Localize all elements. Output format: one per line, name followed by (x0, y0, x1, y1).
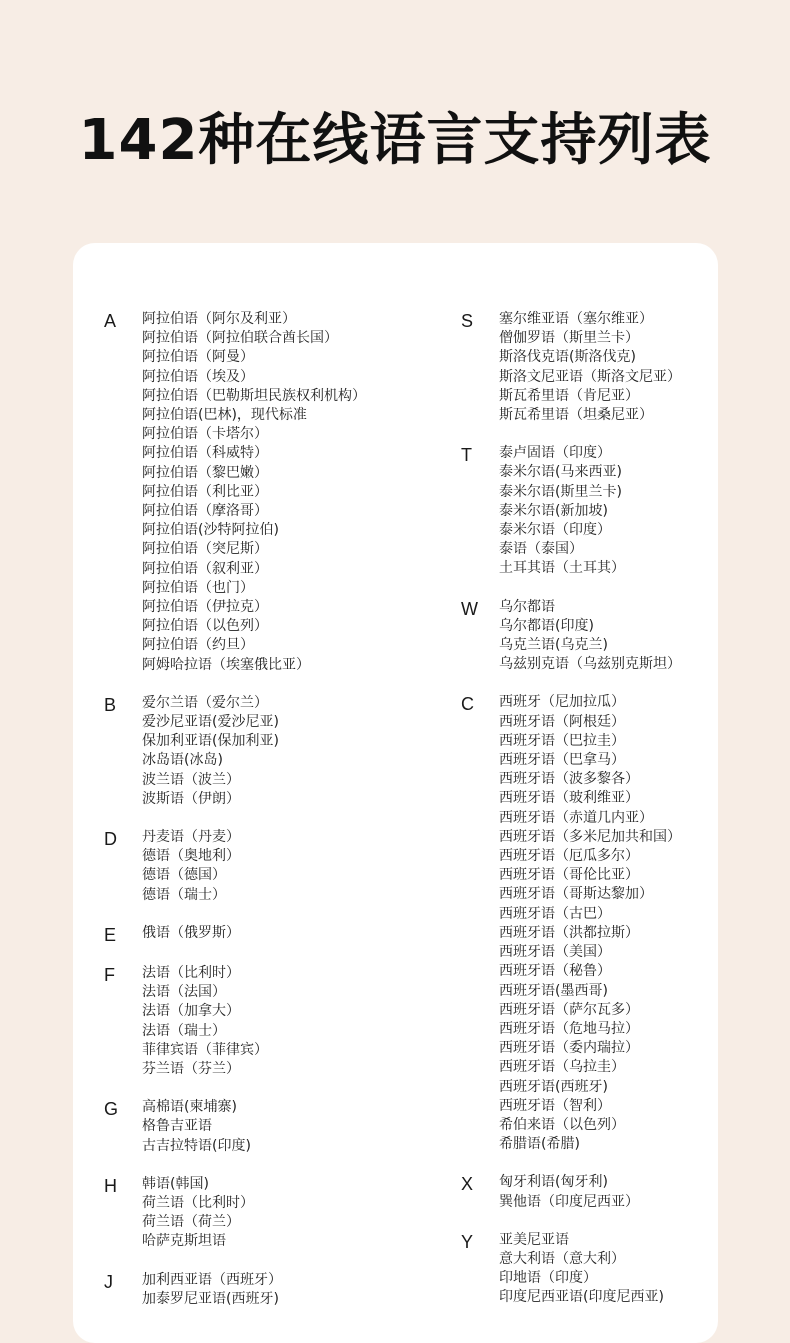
language-item: 西班牙语（哥斯达黎加） (499, 886, 653, 903)
language-item: 荷兰语（荷兰） (142, 1214, 240, 1231)
language-item: 乌尔都语(印度) (499, 617, 594, 634)
language-item: 意大利语（意大利） (499, 1250, 625, 1267)
language-item: 哈萨克斯坦语 (142, 1233, 226, 1250)
language-item: 德语（奥地利） (142, 848, 240, 865)
language-item: 僧伽罗语（斯里兰卡） (499, 330, 639, 347)
language-item: 阿拉伯语（埃及） (142, 368, 254, 385)
language-list (142, 1175, 254, 1252)
language-item: 法语（法国） (142, 984, 226, 1001)
language-item: 西班牙语（委内瑞拉） (499, 1040, 639, 1057)
letter-group-b (104, 694, 434, 809)
language-item: 菲律宾语（菲律宾） (142, 1041, 268, 1058)
language-item: 塞尔维亚语（塞尔维亚） (499, 311, 653, 327)
language-list (142, 1271, 282, 1309)
language-item: 阿拉伯语（也门） (142, 579, 254, 596)
language-item: 西班牙语（阿根廷） (499, 713, 625, 730)
language-item: 西班牙语（秘鲁） (499, 963, 611, 980)
language-item: 古吉拉特语(印度) (142, 1137, 251, 1154)
group-letter: T (461, 445, 472, 466)
letter-group-g (104, 1098, 434, 1156)
language-item: 丹麦语（丹麦） (142, 829, 240, 846)
group-letter: S (461, 311, 474, 331)
language-item: 西班牙语（洪都拉斯） (499, 924, 639, 941)
language-item: 波兰语（波兰） (142, 771, 240, 788)
language-item: 匈牙利语(匈牙利) (499, 1174, 608, 1191)
language-item: 高棉语(柬埔寨) (142, 1099, 237, 1116)
language-item: 印度尼西亚语(印度尼西亚) (499, 1289, 664, 1306)
group-letter: Y (461, 1231, 474, 1252)
language-list (142, 964, 268, 1079)
language-list (142, 924, 240, 945)
language-item: 西班牙语（古巴） (499, 905, 611, 922)
language-item: 泰米尔语(斯里兰卡) (499, 483, 622, 500)
language-item: 西班牙语（巴拉圭） (499, 732, 625, 749)
language-item: 阿拉伯语（伊拉克） (142, 599, 268, 616)
language-item: 斯瓦希里语（坦桑尼亚） (499, 407, 653, 424)
language-item: 格鲁吉亚语 (142, 1118, 212, 1135)
language-item: 阿拉伯语（黎巴嫩） (142, 464, 268, 481)
group-letter: G (104, 1099, 119, 1120)
group-letter: A (104, 311, 117, 331)
group-letter: J (104, 1271, 113, 1292)
language-list (499, 693, 681, 1154)
language-item: 西班牙语（乌拉圭） (499, 1059, 625, 1076)
group-letter: X (461, 1174, 474, 1195)
language-item: 亚美尼亚语 (499, 1231, 569, 1248)
language-item: 斯洛伐克语(斯洛伐克) (499, 349, 636, 366)
language-item: 斯洛文尼亚语（斯洛文尼亚） (499, 368, 681, 385)
group-letter: F (104, 964, 115, 985)
language-item: 西班牙语（巴拿马） (499, 752, 625, 769)
language-item: 韩语(韩国) (142, 1175, 209, 1192)
letter-group-e (104, 924, 434, 945)
language-item: 西班牙语（赤道几内亚） (499, 809, 653, 826)
left-column (104, 310, 434, 1328)
language-item: 土耳其语（土耳其） (499, 560, 625, 577)
language-item: 西班牙语(西班牙) (499, 1078, 608, 1095)
group-letter: D (104, 829, 117, 850)
language-item: 西班牙语（萨尔瓦多） (499, 1001, 639, 1018)
letter-group-y (461, 1231, 761, 1308)
language-item: 泰卢固语（印度） (499, 445, 611, 462)
language-item: 泰语（泰国） (499, 541, 583, 558)
language-item: 冰岛语(冰岛) (142, 752, 223, 769)
group-letter: W (461, 598, 478, 619)
language-item: 阿拉伯语（叙利亚） (142, 560, 268, 577)
language-item: 西班牙语（厄瓜多尔） (499, 848, 639, 865)
language-item: 阿拉伯语（约旦） (142, 637, 254, 654)
language-item: 斯瓦希里语（肯尼亚） (499, 387, 639, 404)
group-letter: E (104, 924, 117, 945)
language-item: 阿拉伯语（卡塔尔） (142, 426, 268, 443)
language-item: 阿拉伯语（巴勒斯坦民族权利机构） (142, 387, 366, 404)
language-item: 巽他语（印度尼西亚） (499, 1193, 639, 1210)
language-item: 阿拉伯语（阿拉伯联合酋长国） (142, 330, 338, 347)
language-item: 泰米尔语(新加坡) (499, 502, 608, 519)
language-item: 阿拉伯语（摩洛哥） (142, 503, 268, 520)
language-list (499, 1173, 639, 1211)
language-item: 芬兰语（芬兰） (142, 1060, 240, 1077)
language-item: 阿拉伯语(巴林)，现代标准 (142, 407, 307, 424)
language-item: 乌克兰语(乌克兰) (499, 637, 608, 654)
letter-group-w (461, 598, 761, 675)
language-item: 希伯来语（以色列） (499, 1116, 625, 1133)
language-item: 德语（德国） (142, 867, 226, 884)
language-list (142, 1098, 251, 1156)
language-list (499, 444, 625, 578)
language-item: 印地语（印度） (499, 1270, 597, 1287)
language-item: 希腊语(希腊) (499, 1136, 580, 1153)
language-item: 西班牙语（哥伦比亚） (499, 867, 639, 884)
language-item: 阿拉伯语（利比亚） (142, 483, 268, 500)
language-item: 阿拉伯语（突尼斯） (142, 541, 268, 558)
language-list (142, 828, 240, 905)
letter-group-j (104, 1271, 434, 1309)
language-item: 西班牙语（玻利维亚） (499, 790, 639, 807)
letter-group-t (461, 444, 761, 578)
language-list (499, 1231, 664, 1308)
letter-group-a (104, 310, 434, 675)
language-item: 西班牙语（智利） (499, 1097, 611, 1114)
language-item: 保加利亚语(保加利亚) (142, 733, 279, 750)
group-letter: C (461, 694, 474, 715)
language-item: 法语（瑞士） (142, 1022, 226, 1039)
letter-group-f (104, 964, 434, 1079)
language-item: 法语（加拿大） (142, 1003, 240, 1020)
language-list (499, 598, 681, 675)
language-item: 阿拉伯语(沙特阿拉伯) (142, 522, 279, 539)
language-item: 乌尔都语 (499, 598, 555, 615)
language-item: 西班牙语（多米尼加共和国） (499, 828, 681, 845)
language-item: 阿拉伯语（以色列） (142, 618, 268, 635)
language-item: 爱尔兰语（爱尔兰） (142, 694, 268, 711)
language-item: 乌兹别克语（乌兹别克斯坦） (499, 656, 681, 673)
language-item: 波斯语（伊朗） (142, 790, 240, 807)
group-letter: B (104, 694, 117, 715)
language-item: 荷兰语（比利时） (142, 1194, 254, 1211)
letter-group-s (461, 310, 761, 425)
language-item: 西班牙语（美国） (499, 944, 611, 961)
language-item: 阿拉伯语（阿尔及利亚） (142, 311, 296, 327)
language-item: 德语（瑞士） (142, 886, 226, 903)
language-item: 阿拉伯语（科威特） (142, 445, 268, 462)
language-item: 加泰罗尼亚语(西班牙) (142, 1290, 279, 1307)
language-item: 法语（比利时） (142, 964, 240, 981)
language-item: 泰米尔语(马来西亚) (499, 464, 622, 481)
language-item: 西班牙语（危地马拉） (499, 1020, 639, 1037)
language-item: 阿姆哈拉语（埃塞俄比亚） (142, 656, 310, 673)
language-list (142, 694, 279, 809)
right-column (461, 310, 761, 1327)
language-item: 泰米尔语（印度） (499, 522, 611, 539)
letter-group-x (461, 1173, 761, 1211)
language-item: 俄语（俄罗斯） (142, 924, 240, 941)
page-title: 142种在线语言支持列表 (78, 108, 712, 173)
group-letter: H (104, 1175, 117, 1196)
language-list (499, 310, 681, 425)
language-item: 阿拉伯语（阿曼） (142, 349, 254, 366)
letter-group-h (104, 1175, 434, 1252)
language-item: 西班牙语(墨西哥) (499, 982, 608, 999)
language-item: 加利西亚语（西班牙） (142, 1271, 282, 1288)
letter-group-d (104, 828, 434, 905)
language-item: 西班牙语（波多黎各） (499, 771, 639, 788)
language-list (142, 310, 366, 675)
language-item: 爱沙尼亚语(爱沙尼亚) (142, 714, 279, 731)
letter-group-c (461, 693, 761, 1154)
language-item: 西班牙（尼加拉瓜） (499, 694, 625, 711)
